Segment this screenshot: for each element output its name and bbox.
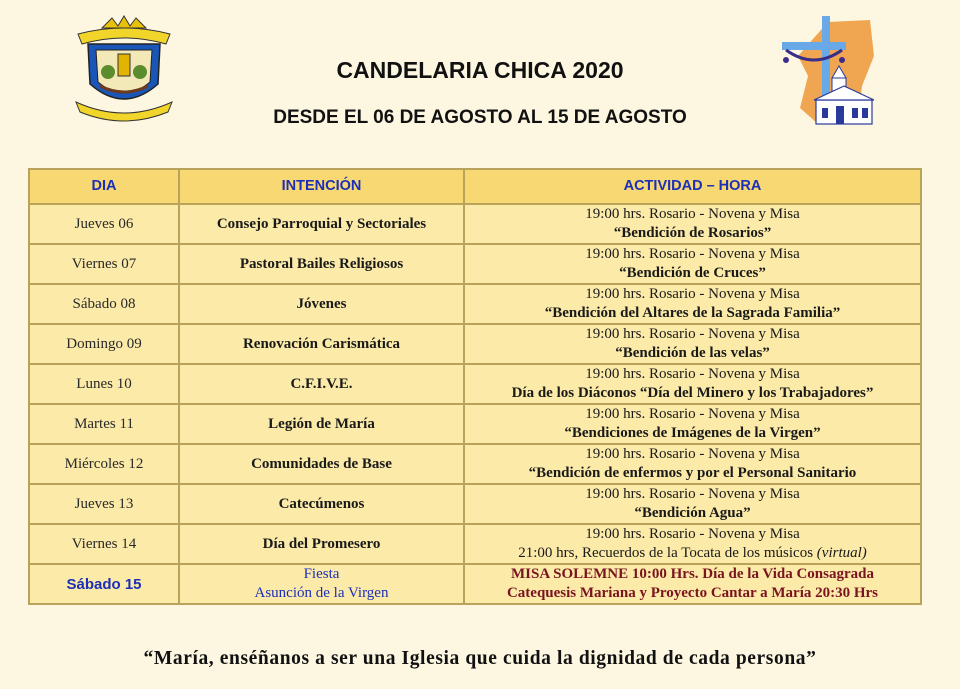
activity-detail xyxy=(469,544,916,563)
intention-cell xyxy=(179,564,464,604)
activity-detail: “Bendición del Altares de la Sagrada Familia” xyxy=(544,305,841,321)
intention-line1: Fiesta xyxy=(303,566,340,582)
day-cell: Sábado 08 xyxy=(29,284,179,324)
table-row xyxy=(29,404,921,444)
table-row xyxy=(29,204,921,244)
day-cell: Jueves 13 xyxy=(29,484,179,524)
day-cell: Jueves 06 xyxy=(29,204,179,244)
table-row xyxy=(29,444,921,484)
activity-time: 19:00 hrs. Rosario - Novena y Misa xyxy=(585,206,800,222)
intention-cell: Comunidades de Base xyxy=(179,444,464,484)
page-title: CANDELARIA CHICA 2020 xyxy=(336,57,624,83)
activity-detail: “Bendiciones de Imágenes de la Virgen” xyxy=(564,425,821,441)
day-cell: Miércoles 12 xyxy=(29,444,179,484)
header-dia: DIA xyxy=(29,169,179,204)
activity-time: 19:00 hrs. Rosario - Novena y Misa xyxy=(585,326,800,342)
activity-detail-text: 21:00 hrs, Recuerdos de la Tocata de los músicos xyxy=(518,545,814,561)
activity-detail: Catequesis Mariana y Proyecto Cantar a María 20:30 Hrs xyxy=(506,585,879,601)
activity-cell xyxy=(464,204,921,244)
intention-line2: Asunción de la Virgen xyxy=(254,585,389,601)
activity-detail: “Bendición de Cruces” xyxy=(619,265,766,281)
table-row xyxy=(29,284,921,324)
header-actividad: ACTIVIDAD – HORA xyxy=(464,169,921,204)
schedule-table xyxy=(28,168,922,605)
activity-cell xyxy=(464,484,921,524)
day-cell: Viernes 07 xyxy=(29,244,179,284)
activity-cell xyxy=(464,404,921,444)
activity-detail: “Bendición de Rosarios” xyxy=(613,225,772,241)
intention-cell: Catecúmenos xyxy=(179,484,464,524)
day-cell: Martes 11 xyxy=(29,404,179,444)
activity-detail: Día de los Diáconos “Día del Minero y los Trabajadores” xyxy=(511,385,874,401)
intention-cell: C.F.I.V.E. xyxy=(179,364,464,404)
day-cell: Lunes 10 xyxy=(29,364,179,404)
day-cell: Domingo 09 xyxy=(29,324,179,364)
activity-cell xyxy=(464,444,921,484)
activity-time: MISA SOLEMNE 10:00 Hrs. Día de la Vida Consagrada xyxy=(511,566,874,582)
table-row xyxy=(29,324,921,364)
intention-cell: Día del Promesero xyxy=(179,524,464,564)
activity-detail: “Bendición de las velas” xyxy=(615,345,770,361)
activity-cell xyxy=(464,324,921,364)
activity-cell xyxy=(464,244,921,284)
table-row-final xyxy=(29,564,921,604)
page-subtitle: DESDE EL 06 DE AGOSTO AL 15 DE AGOSTO xyxy=(273,107,687,128)
activity-detail: “Bendición de enfermos y por el Personal Sanitario xyxy=(528,465,857,481)
header-intencion: INTENCIÓN xyxy=(179,169,464,204)
intention-cell: Pastoral Bailes Religiosos xyxy=(179,244,464,284)
activity-time: 19:00 hrs. Rosario - Novena y Misa xyxy=(585,406,800,422)
intention-cell: Renovación Carismática xyxy=(179,324,464,364)
table-header-row xyxy=(29,169,921,204)
table-row xyxy=(29,524,921,564)
footer-quote: “María, enséñanos a ser una Iglesia que cuida la dignidad de cada persona” xyxy=(143,648,817,669)
activity-detail-virtual: (virtual) xyxy=(816,545,867,561)
activity-cell xyxy=(464,524,921,564)
activity-cell xyxy=(464,364,921,404)
activity-time: 19:00 hrs. Rosario - Novena y Misa xyxy=(585,366,800,382)
intention-cell: Jóvenes xyxy=(179,284,464,324)
intention-cell: Consejo Parroquial y Sectoriales xyxy=(179,204,464,244)
day-cell: Sábado 15 xyxy=(29,564,179,604)
activity-cell xyxy=(464,284,921,324)
activity-cell xyxy=(464,564,921,604)
activity-time: 19:00 hrs. Rosario - Novena y Misa xyxy=(585,526,800,542)
activity-time: 19:00 hrs. Rosario - Novena y Misa xyxy=(585,286,800,302)
intention-cell: Legión de María xyxy=(179,404,464,444)
activity-detail: “Bendición Agua” xyxy=(634,505,751,521)
table-row xyxy=(29,364,921,404)
table-row xyxy=(29,484,921,524)
activity-time: 19:00 hrs. Rosario - Novena y Misa xyxy=(585,246,800,262)
table-row xyxy=(29,244,921,284)
activity-time: 19:00 hrs. Rosario - Novena y Misa xyxy=(585,486,800,502)
day-cell: Viernes 14 xyxy=(29,524,179,564)
activity-time: 19:00 hrs. Rosario - Novena y Misa xyxy=(585,446,800,462)
